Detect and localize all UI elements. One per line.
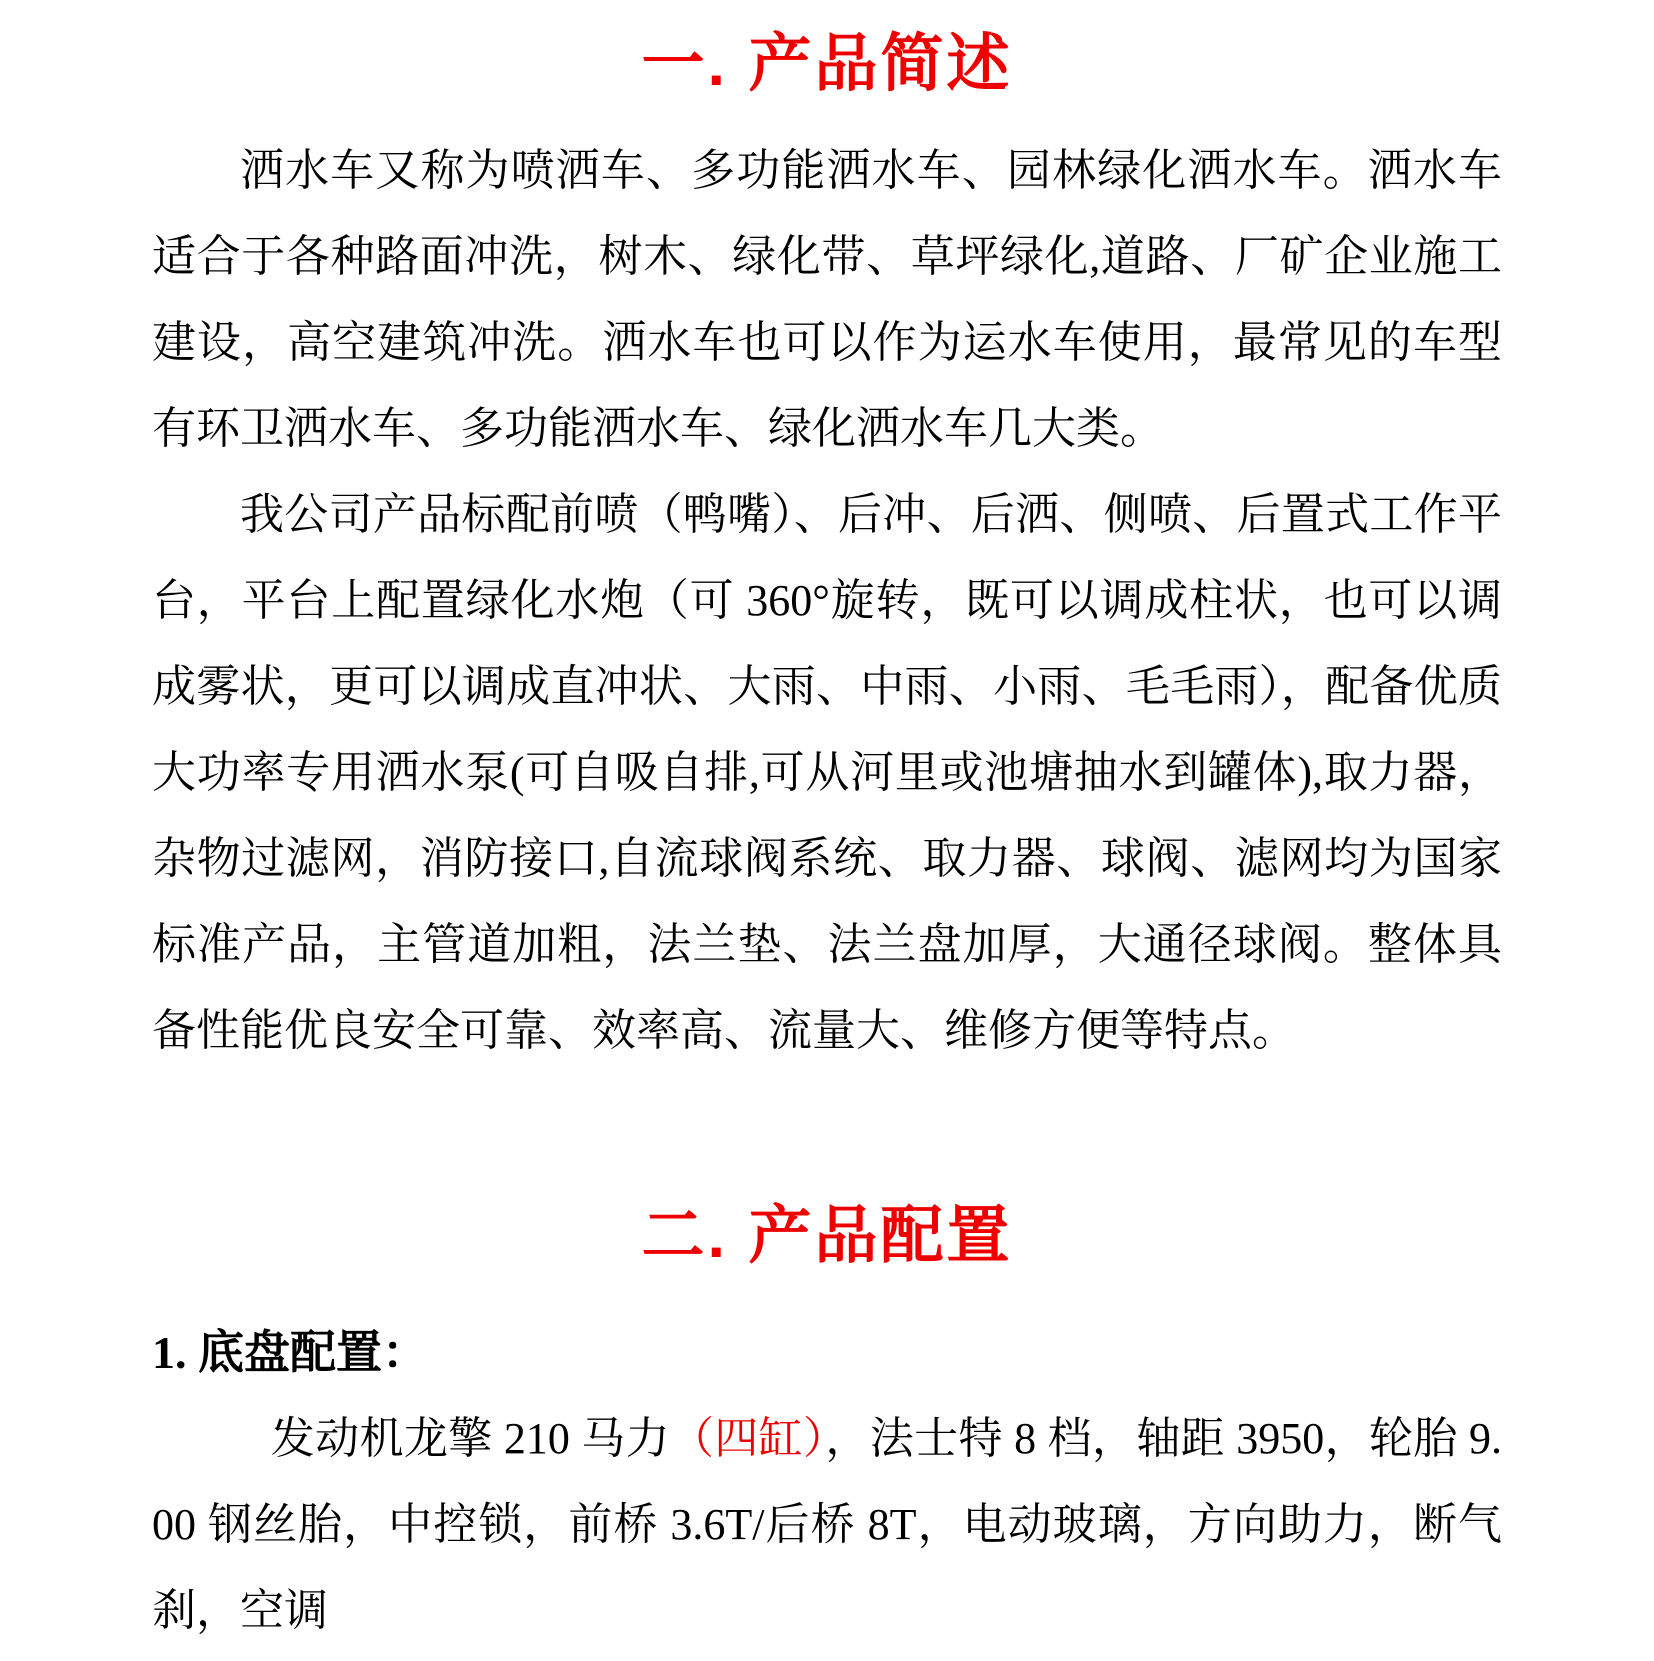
section1-body xyxy=(152,128,1502,1074)
section1-paragraph-2: 我公司产品标配前喷（鸭嘴）、后冲、后洒、侧喷、后置式工作平台，平台上配置绿化水炮（可 360°旋转，既可以调成柱状，也可以调成雾状，更可以调成直冲状、大雨、中雨、小雨、毛毛雨），配备优质大功率专用洒水泵(可自吸自排,可从河里或池塘抽水到罐体),取力器，杂物过滤网，消防接口,自流球阀系统、取力器、球阀、滤网均为国家标准产品，主管道加粗，法兰垫、法兰盘加厚，大通径球阀。整体具备性能优良安全可靠、效率高、流量大、维修方便等特点。 xyxy=(152,490,1502,1055)
chassis-text-after-red: ，法士特 8 档，轴距 3950，轮胎 9.00 钢丝胎，中控锁，前桥 3.6T/后桥 8T，电动玻璃，方向助力，断气刹，空调 xyxy=(152,1414,1503,1635)
chassis-text-red-highlight: （四缸） xyxy=(669,1414,826,1463)
chassis-config-heading: 1. 底盘配置： xyxy=(152,1327,428,1378)
section1-title: 一. 产品简述 xyxy=(641,29,1013,99)
section2-title: 二. 产品配置 xyxy=(641,1201,1013,1271)
chassis-text-before-red: 发动机龙擎 210 马力 xyxy=(270,1414,670,1463)
section1-paragraph-1: 洒水车又称为喷洒车、多功能洒水车、园林绿化洒水车。洒水车适合于各种路面冲洗，树木、绿化带、草坪绿化,道路、厂矿企业施工建设，高空建筑冲洗。洒水车也可以作为运水车使用，最常见的车型有环卫洒水车、多功能洒水车、绿化洒水车几大类。 xyxy=(152,146,1502,453)
chassis-config-paragraph xyxy=(152,1396,1502,1654)
